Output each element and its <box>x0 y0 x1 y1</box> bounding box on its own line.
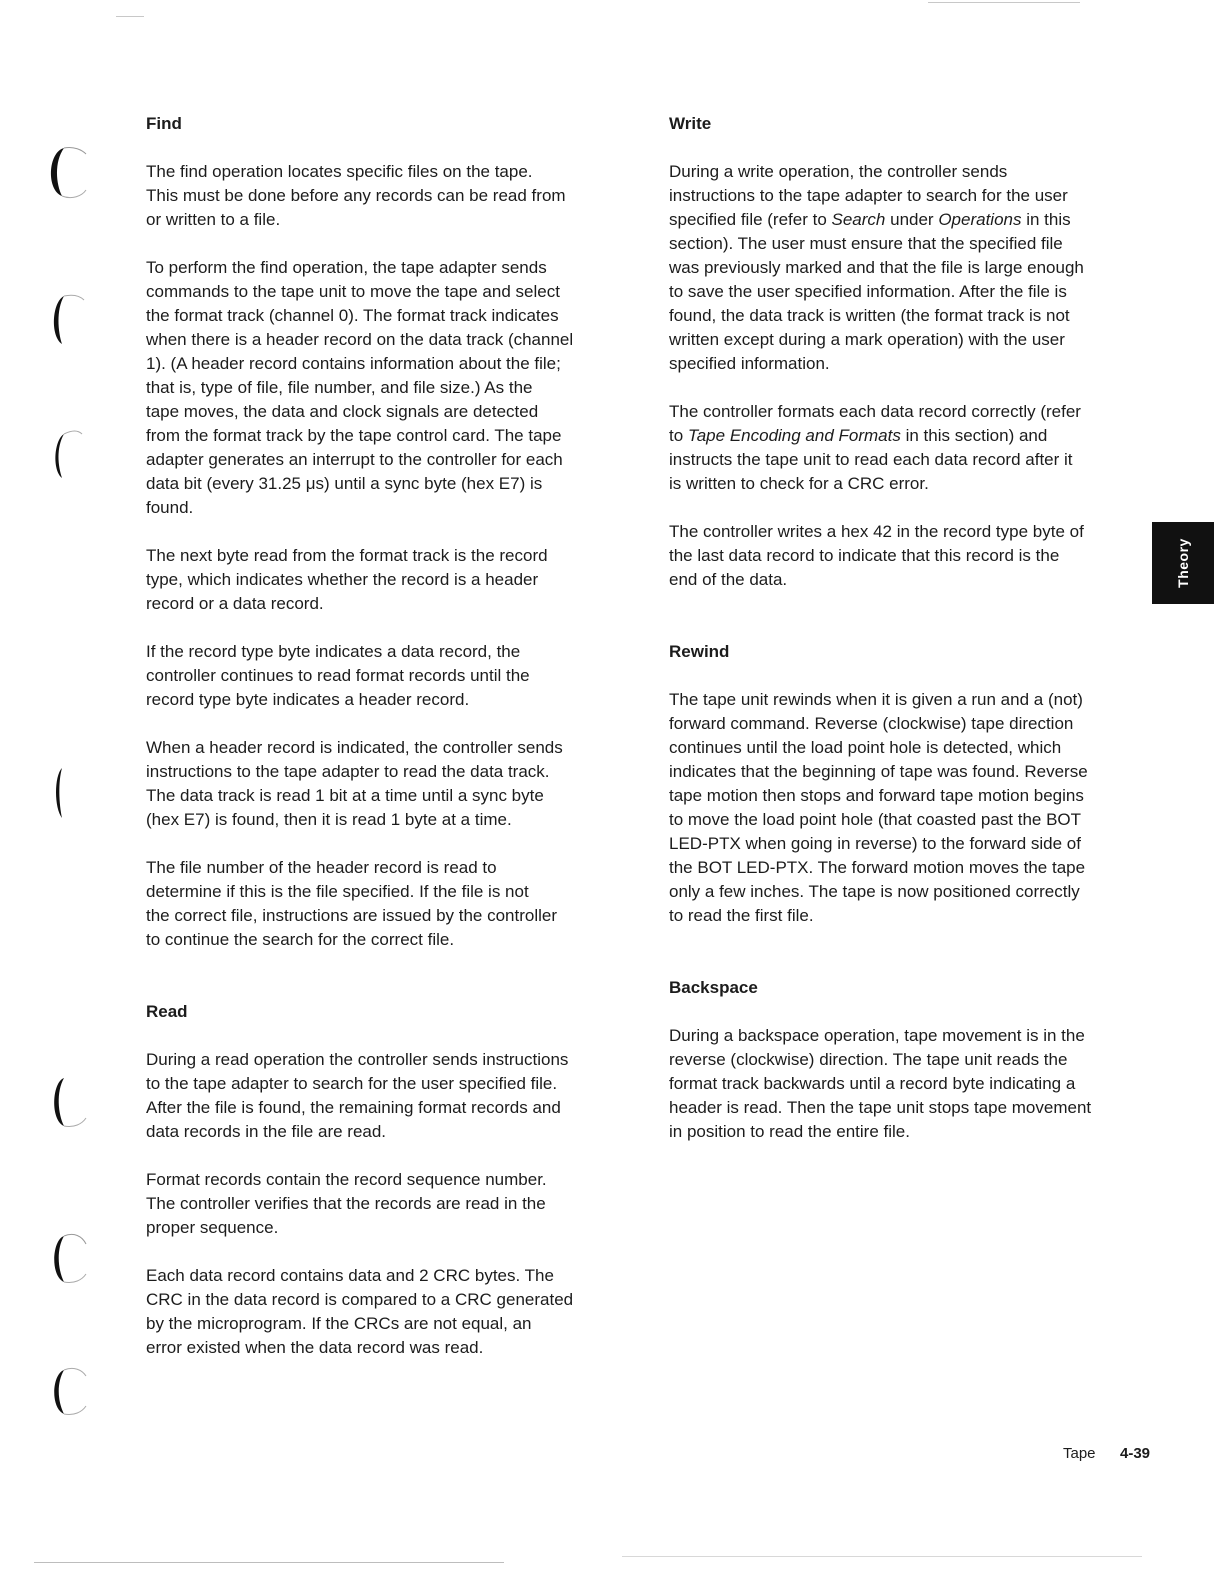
punch-hole-mark <box>34 288 94 352</box>
text-line: record type byte indicates a header record. <box>146 690 470 709</box>
text-run: to <box>669 426 688 445</box>
text-line: header is read. Then the tape unit stops tape movement <box>669 1098 1092 1117</box>
text-line: in position to read the entire file. <box>669 1122 910 1141</box>
text-line: to the tape adapter to search for the user specified file. <box>146 1074 558 1093</box>
text-run: specified file (refer to <box>669 210 832 229</box>
text-run: in this section) and <box>900 426 1048 445</box>
text-line: instructs the tape unit to read each data record after it <box>669 450 1073 469</box>
text-line: specified information. <box>669 354 830 373</box>
text-line: The controller writes a hex 42 in the record type byte of <box>669 522 1084 541</box>
find-paragraph-4 <box>146 640 632 712</box>
text-line: is written to check for a CRC error. <box>669 474 929 493</box>
scan-artifact <box>116 16 144 17</box>
text-line: section). The user must ensure that the specified file <box>669 234 1063 253</box>
write-paragraph-2 <box>669 400 1155 496</box>
text-line: Format records contain the record sequence number. <box>146 1170 547 1189</box>
text-line: (hex E7) is found, then it is read 1 byte at a time. <box>146 810 512 829</box>
text-line: data bit (every 31.25 μs) until a sync byte (hex E7) is <box>146 474 543 493</box>
cross-reference: Search <box>831 210 886 229</box>
find-paragraph-2 <box>146 256 632 520</box>
text-line: The find operation locates specific files on the tape. <box>146 162 533 181</box>
find-heading: Find <box>146 114 182 133</box>
section-spacer <box>669 952 1155 976</box>
punch-hole-mark <box>34 140 94 204</box>
rewind-heading: Rewind <box>669 642 730 661</box>
text-line: LED-PTX when going in reverse) to the forward side of <box>669 834 1081 853</box>
read-heading: Read <box>146 1002 188 1021</box>
text-line: During a write operation, the controller sends <box>669 162 1008 181</box>
text-line: indicates that the beginning of tape was found. Reverse <box>669 762 1088 781</box>
footer-section-name: Tape <box>1063 1445 1096 1462</box>
text-line: instructions to the tape adapter to read the data track. <box>146 762 550 781</box>
text-line: found. <box>146 498 194 517</box>
right-column <box>669 112 1155 1168</box>
text-line: To perform the find operation, the tape adapter sends <box>146 258 547 277</box>
text-line: format track backwards until a record byte indicating a <box>669 1074 1076 1093</box>
text-line: reverse (clockwise) direction. The tape unit reads the <box>669 1050 1068 1069</box>
text-line: from the format track by the tape control card. The tape <box>146 426 562 445</box>
text-line: data records in the file are read. <box>146 1122 387 1141</box>
write-section <box>669 112 1155 592</box>
text-line: forward command. Reverse (clockwise) tape direction <box>669 714 1074 733</box>
text-line: adapter generates an interrupt to the controller for each <box>146 450 563 469</box>
write-heading: Write <box>669 114 712 133</box>
find-paragraph-6 <box>146 856 632 952</box>
left-column <box>146 112 632 1384</box>
text-line: that is, type of file, file number, and file size.) As the <box>146 378 533 397</box>
cross-reference: Operations <box>938 210 1022 229</box>
text-line: Each data record contains data and 2 CRC bytes. The <box>146 1266 554 1285</box>
punch-hole-mark <box>34 1358 94 1422</box>
thumb-index-tab <box>1152 522 1214 604</box>
text-line: commands to the tape unit to move the tape and select <box>146 282 560 301</box>
find-section <box>146 112 632 952</box>
text-line: the format track (channel 0). The format track indicates <box>146 306 559 325</box>
text-line: proper sequence. <box>146 1218 279 1237</box>
thumb-tab-label: Theory <box>1175 538 1191 588</box>
text-line: record or a data record. <box>146 594 324 613</box>
text-line: The data track is read 1 bit at a time until a sync byte <box>146 786 544 805</box>
text-line <box>669 424 1155 448</box>
backspace-section <box>669 976 1155 1144</box>
text-line: end of the data. <box>669 570 788 589</box>
text-line <box>669 208 1155 232</box>
scan-artifact <box>34 1562 504 1563</box>
find-paragraph-3 <box>146 544 632 616</box>
text-line: instructions to the tape adapter to search for the user <box>669 186 1068 205</box>
write-paragraph-3 <box>669 520 1155 592</box>
punch-hole-mark <box>34 1226 94 1290</box>
text-line: continues until the load point hole is detected, which <box>669 738 1062 757</box>
text-run: under <box>885 210 939 229</box>
scan-artifact <box>622 1556 1142 1557</box>
text-line: During a read operation the controller sends instructions <box>146 1050 569 1069</box>
backspace-paragraph-1 <box>669 1024 1155 1144</box>
text-line: After the file is found, the remaining format records and <box>146 1098 561 1117</box>
read-paragraph-1 <box>146 1048 632 1144</box>
text-line: found, the data track is written (the format track is not <box>669 306 1070 325</box>
text-run: in this <box>1021 210 1071 229</box>
text-line: The file number of the header record is read to <box>146 858 497 877</box>
text-line: or written to a file. <box>146 210 281 229</box>
text-line: When a header record is indicated, the controller sends <box>146 738 563 757</box>
find-paragraph-5 <box>146 736 632 832</box>
text-line: controller continues to read format records until the <box>146 666 530 685</box>
text-line: The next byte read from the format track is the record <box>146 546 548 565</box>
punch-hole-mark <box>34 1070 94 1134</box>
read-paragraph-2 <box>146 1168 632 1240</box>
text-line: by the microprogram. If the CRCs are not equal, an <box>146 1314 532 1333</box>
punch-hole-mark <box>34 424 94 488</box>
text-line: The tape unit rewinds when it is given a run and a (not) <box>669 690 1083 709</box>
cross-reference: Tape Encoding and Formats <box>687 426 901 445</box>
rewind-paragraph-1 <box>669 688 1155 928</box>
text-line: 1). (A header record contains information about the file; <box>146 354 561 373</box>
text-line: was previously marked and that the file is large enough <box>669 258 1084 277</box>
text-line: type, which indicates whether the record is a header <box>146 570 539 589</box>
text-line: CRC in the data record is compared to a CRC generated <box>146 1290 574 1309</box>
text-line: This must be done before any records can be read from <box>146 186 566 205</box>
text-line: only a few inches. The tape is now positioned correctly <box>669 882 1080 901</box>
page-number: 4-39 <box>1120 1445 1151 1462</box>
text-line: to save the user specified information. After the file is <box>669 282 1067 301</box>
text-line: to continue the search for the correct file. <box>146 930 455 949</box>
rewind-section <box>669 640 1155 928</box>
text-line: the correct file, instructions are issued by the controller <box>146 906 558 925</box>
section-spacer <box>669 616 1155 640</box>
text-line: tape motion then stops and forward tape motion begins <box>669 786 1084 805</box>
text-line: the BOT LED-PTX. The forward motion moves the tape <box>669 858 1086 877</box>
text-line: when there is a header record on the data track (channel <box>146 330 574 349</box>
text-line: determine if this is the file specified. If the file is not <box>146 882 529 901</box>
text-line: written except during a mark operation) with the user <box>669 330 1065 349</box>
read-section <box>146 1000 632 1360</box>
write-paragraph-1 <box>669 160 1155 376</box>
text-line: If the record type byte indicates a data record, the <box>146 642 521 661</box>
text-line: During a backspace operation, tape movement is in the <box>669 1026 1085 1045</box>
text-line: the last data record to indicate that this record is the <box>669 546 1060 565</box>
punch-hole-mark <box>34 760 94 824</box>
text-line: error existed when the data record was read. <box>146 1338 484 1357</box>
find-paragraph-1 <box>146 160 632 232</box>
scan-artifact <box>928 2 1080 3</box>
text-line: to move the load point hole (that coasted past the BOT <box>669 810 1082 829</box>
text-line: to read the first file. <box>669 906 814 925</box>
backspace-heading: Backspace <box>669 978 758 997</box>
text-line: The controller formats each data record correctly (refer <box>669 402 1081 421</box>
read-paragraph-3 <box>146 1264 632 1360</box>
section-spacer <box>146 976 632 1000</box>
text-line: tape moves, the data and clock signals are detected <box>146 402 539 421</box>
text-line: The controller verifies that the records are read in the <box>146 1194 546 1213</box>
